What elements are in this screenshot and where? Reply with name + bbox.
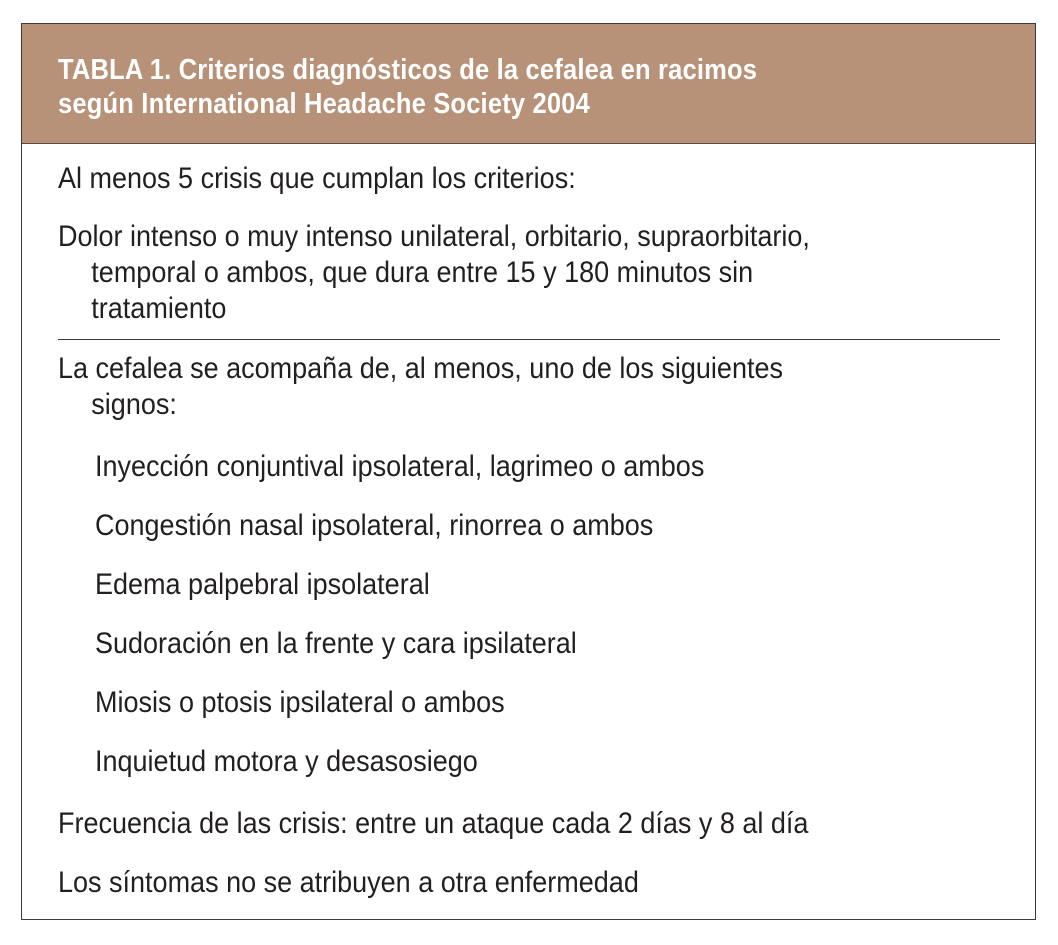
criterion-signs-intro (58, 351, 958, 423)
criterion-pain (58, 219, 958, 327)
criterion-pain-line-3: tratamiento (91, 292, 227, 325)
table-title-line-1: TABLA 1. Criterios diagnósticos de la cefalea en racimos (58, 54, 758, 86)
sign-item: Miosis o ptosis ipsilateral o ambos (95, 686, 505, 719)
criterion-exclusion: Los síntomas no se atribuyen a otra enfermedad (58, 866, 639, 899)
table-title-line-2: según International Headache Society 2004 (58, 88, 590, 120)
criterion-pain-line-2: temporal o ambos, que dura entre 15 y 180 minutos sin (91, 256, 754, 289)
criterion-intro: Al menos 5 crisis que cumplan los criterios: (58, 162, 576, 195)
table-title (58, 53, 850, 121)
criterion-signs-intro-line-2: signos: (91, 388, 177, 421)
divider (58, 339, 1000, 340)
sign-item: Edema palpebral ipsolateral (95, 568, 430, 601)
sign-item: Congestión nasal ipsolateral, rinorrea o ambos (95, 509, 654, 542)
table-header (22, 24, 1035, 144)
sign-item: Sudoración en la frente y cara ipsilateral (95, 627, 577, 660)
sign-item: Inyección conjuntival ipsolateral, lagrimeo o ambos (95, 450, 705, 483)
criteria-table (21, 23, 1036, 920)
criterion-signs-intro-line-1: La cefalea se acompaña de, al menos, uno de los siguientes (58, 352, 783, 385)
criterion-frequency: Frecuencia de las crisis: entre un ataque cada 2 días y 8 al día (58, 807, 809, 840)
criterion-pain-line-1: Dolor intenso o muy intenso unilateral, orbitario, supraorbitario, (58, 220, 810, 253)
sign-item: Inquietud motora y desasosiego (95, 745, 478, 778)
